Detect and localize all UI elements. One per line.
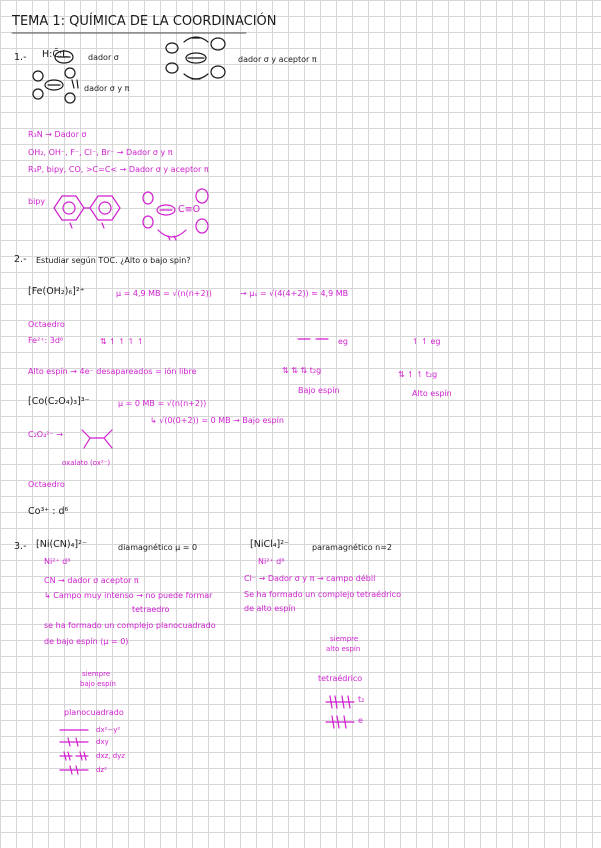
orbital-label: dz² [96, 766, 107, 774]
magnetic-moment: μ = 4,9 MB = √(n(n+2)) [116, 289, 212, 298]
high-spin-label: Alto espín [412, 389, 452, 398]
square-planar-splitting-diagram [58, 722, 92, 778]
explanation-line: se ha formado un complejo planocuadrado [44, 621, 216, 630]
geometry-label: Octaedro [28, 480, 65, 489]
section-number: 1.- [14, 52, 27, 63]
t2g-level-high-spin: ⇅ ↿ ↿ t₂g [398, 370, 438, 379]
magnetic-property: paramagnético n=2 [312, 543, 392, 552]
spin-arrows: ⇅ ↿ ↿ ↿ ↿ [100, 337, 144, 346]
ligand-formula: H:C̄:L [42, 49, 68, 60]
note-label: alto espín [326, 645, 361, 653]
note-label: siempre [82, 670, 111, 678]
page-title: TEMA 1: QUÍMICA DE LA COORDINACIÓN [12, 14, 277, 29]
explanation-line: Cl⁻ → Dador σ y π → campo débil [244, 574, 376, 583]
note-label: bajo espín [80, 680, 116, 688]
magnetic-moment-result: → μₛ = √(4(4+2)) ≈ 4,9 MB [240, 289, 349, 298]
note-label: siempre [330, 635, 359, 643]
geometry-label: planocuadrado [64, 708, 124, 717]
ligand-type-label: dador σ [88, 53, 119, 62]
electron-config: Ni²⁺ d⁸ [44, 557, 71, 566]
geometry-label: Octaedro [28, 320, 65, 329]
low-spin-label: Bajo espín [298, 386, 340, 395]
co-formula: C≡O [178, 204, 201, 215]
explanation-line: Se ha formado un complejo tetraédrico [244, 590, 401, 599]
sigma-pi-donor-drawing [28, 64, 84, 108]
eg-level-high-spin: ↿ ↿ eg [412, 337, 441, 346]
ligand-list-line: R₃P, bipy, CO, >C=C< → Dador σ y aceptor π [28, 165, 209, 174]
geometry-label: tetraédrico [318, 674, 363, 683]
explanation-line: de bajo espín (μ = 0) [44, 637, 129, 646]
bipyridine-drawing [50, 190, 126, 230]
magnetic-moment: μ = 0 MB = √(n(n+2)) [118, 399, 207, 408]
electron-config: Ni²⁺ d⁸ [258, 557, 285, 566]
complex-formula: [Ni(CN)₄]²⁻ [36, 539, 87, 550]
electron-config: Fe²⁺: 3d⁶ [28, 336, 64, 345]
oxalate-label: C₂O₄²⁻ → [28, 430, 63, 439]
ligand-list-line: R₃N → Dador σ [28, 130, 87, 139]
magnetic-property: diamagnético μ = 0 [118, 543, 198, 552]
explanation-line: CN → dador σ aceptor π [44, 576, 139, 585]
explanation-line: ↳ Campo muy intenso → no puede formar [44, 591, 213, 600]
explanation-line: tetraedro [132, 605, 170, 614]
bipy-label: bipy [28, 197, 46, 206]
eg-level-line [296, 334, 332, 344]
complex-formula: [Fe(OH₂)₆]²⁺ [28, 286, 85, 297]
ligand-list-line: OH₂, OH⁻, F⁻, Cl⁻, Br⁻ → Dador σ y π [28, 148, 173, 157]
high-spin-note: Alto espín → 4e⁻ desapareados = ión libre [28, 367, 197, 376]
complex-formula: [NiCl₄]²⁻ [250, 539, 290, 550]
section-number: 2.- [14, 254, 27, 265]
oxalate-name: oxalato (ox²⁻) [62, 459, 111, 467]
orbital-label: dxz, dyz [96, 752, 125, 760]
orbital-label: dx²−y² [96, 726, 121, 734]
eg-label: eg [338, 337, 348, 346]
ligand-type-label: dador σ y π [84, 84, 130, 93]
section-number: 3.- [14, 541, 27, 552]
explanation-line: de alto espín [244, 604, 296, 613]
co-orbital-drawing [140, 186, 220, 244]
ligand-type-label: dador σ y aceptor π [238, 55, 317, 64]
orbital-set-label: e [358, 716, 363, 725]
section-heading: Estudiar según TOC. ¿Alto o bajo spin? [36, 256, 191, 265]
magnetic-moment-result: ↳ √(0(0+2)) = 0 MB → Bajo espín [150, 416, 284, 425]
tetrahedral-splitting-diagram [324, 690, 358, 730]
oxalate-drawing [74, 420, 124, 456]
electron-config: Co³⁺ : d⁶ [28, 506, 69, 517]
sigma-pi-acceptor-drawing [162, 34, 234, 84]
orbital-set-label: t₂ [358, 695, 365, 704]
complex-formula: [Co(C₂O₄)₃]³⁻ [28, 396, 90, 407]
t2g-level-low-spin: ⇅ ⇅ ⇅ t₂g [282, 366, 322, 375]
orbital-label: dxy [96, 738, 109, 746]
